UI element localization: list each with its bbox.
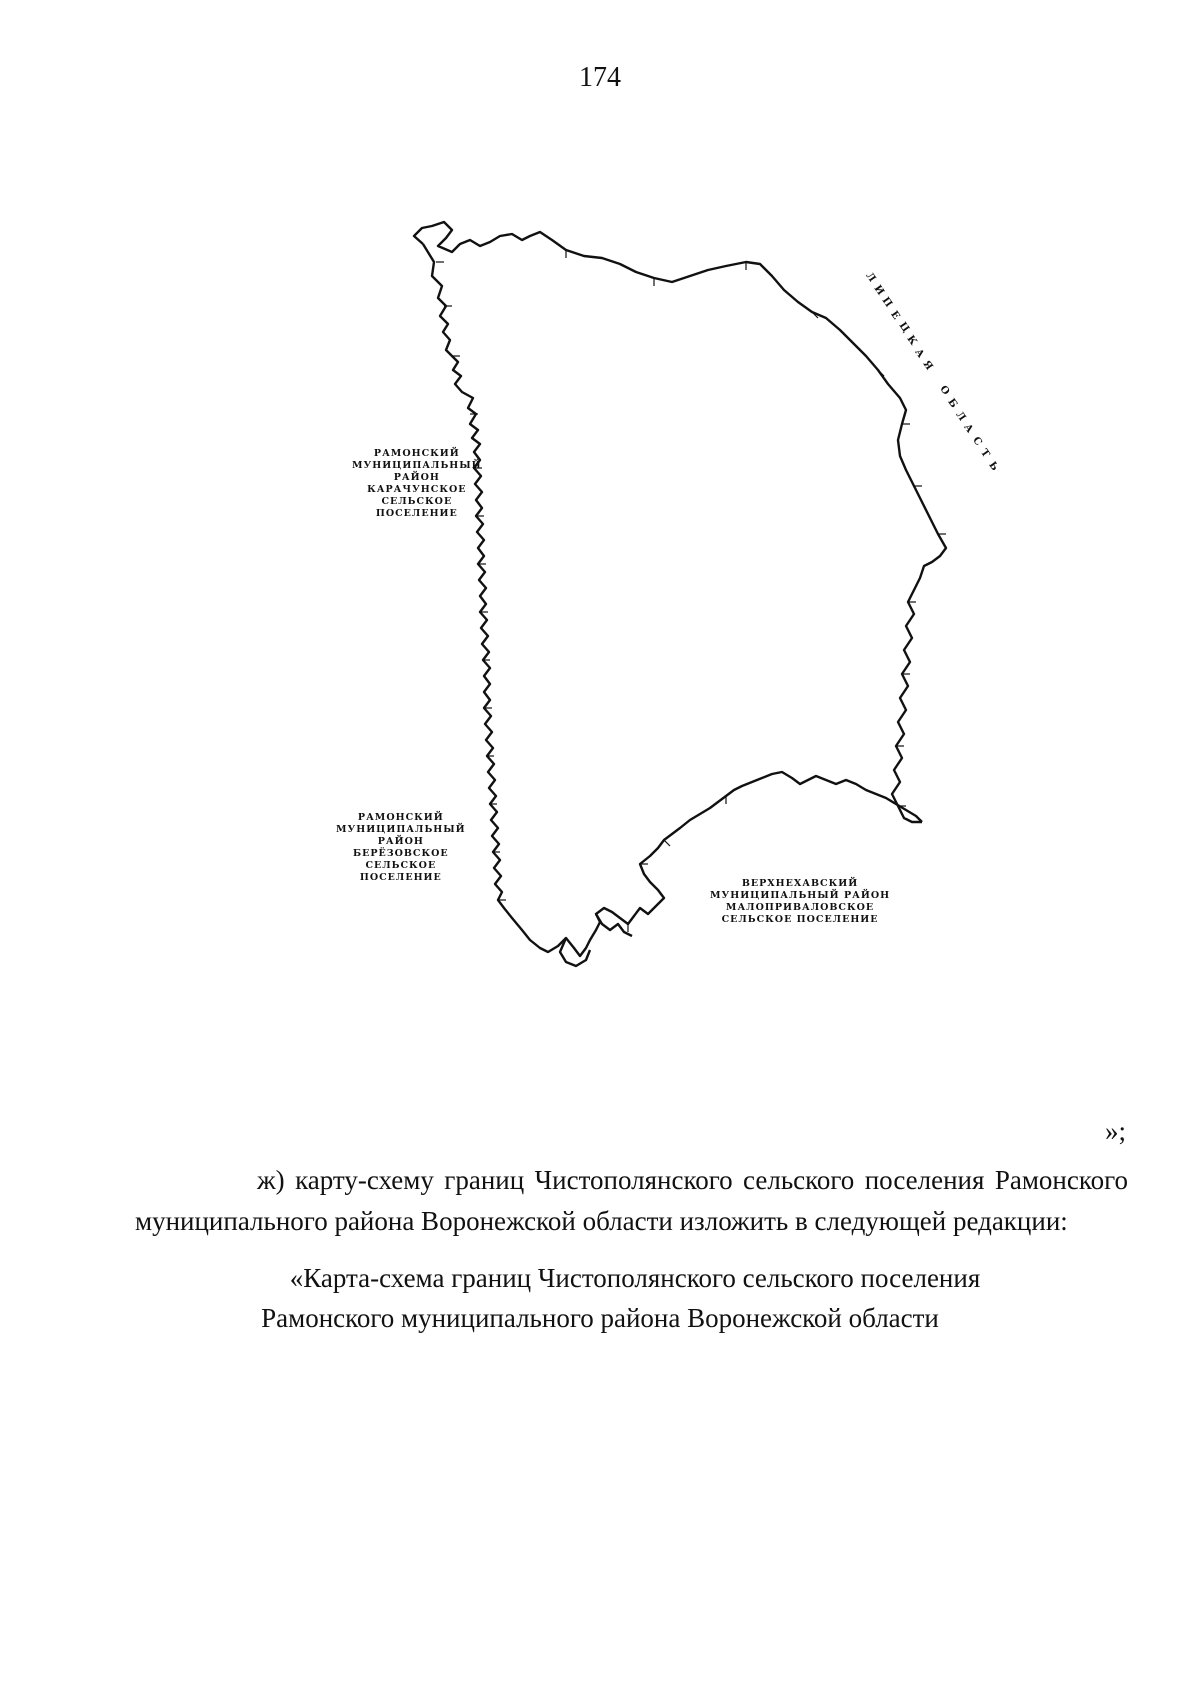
map-caption-line-2: Рамонского муниципального района Воронежской области [261, 1303, 939, 1333]
lipetsk-letter: Л [863, 270, 878, 285]
lipetsk-letter: Е [887, 309, 902, 322]
point-markers [436, 250, 946, 932]
page-number: 174 [579, 62, 621, 93]
closing-quote: »; [1104, 1116, 1126, 1146]
region-label-beryozov: РАМОНСКИЙ МУНИЦИПАЛЬНЫЙ РАЙОН БЕРЁЗОВСКОЕ СЕЛЬСКОЕ ПОСЕЛЕНИЕ [336, 812, 466, 883]
lipetsk-letter: И [871, 283, 887, 298]
lipetsk-letter: К [904, 333, 919, 348]
lipetsk-letter: А [912, 346, 927, 360]
lipetsk-letter: Ь [986, 459, 1001, 474]
lipetsk-letter: Т [977, 447, 992, 461]
map-caption-line-1: «Карта-схема границ Чистополянского сельского поселения [289, 1263, 981, 1293]
amendment-paragraph: ж) карту-схему границ Чистополянского сельского поселения Рамонского муниципального района Воронежской области изложить в следующей редакции: [135, 1165, 1128, 1236]
lipetsk-letter: Б [945, 396, 960, 411]
lipetsk-letter: Л [953, 409, 968, 423]
region-label-verkhnekhav: ВЕРХНЕХАВСКИЙ МУНИЦИПАЛЬНЫЙ РАЙОН МАЛОПРИВАЛОВСКОЕ СЕЛЬСКОЕ ПОСЕЛЕНИЕ [710, 878, 891, 925]
lipetsk-letter: О [937, 384, 952, 398]
boundary-line [414, 222, 946, 966]
lipetsk-letter: П [879, 295, 895, 310]
region-label-karachun: РАМОНСКИЙ МУНИЦИПАЛЬНЫЙ РАЙОН КАРАЧУНСКОЕ СЕЛЬСКОЕ ПОСЕЛЕНИЕ [352, 448, 482, 519]
lipetsk-letter: Я [920, 358, 935, 373]
lipetsk-letter: А [961, 422, 976, 436]
lipetsk-letter: С [969, 434, 984, 448]
lipetsk-letter: Ц [896, 320, 911, 336]
